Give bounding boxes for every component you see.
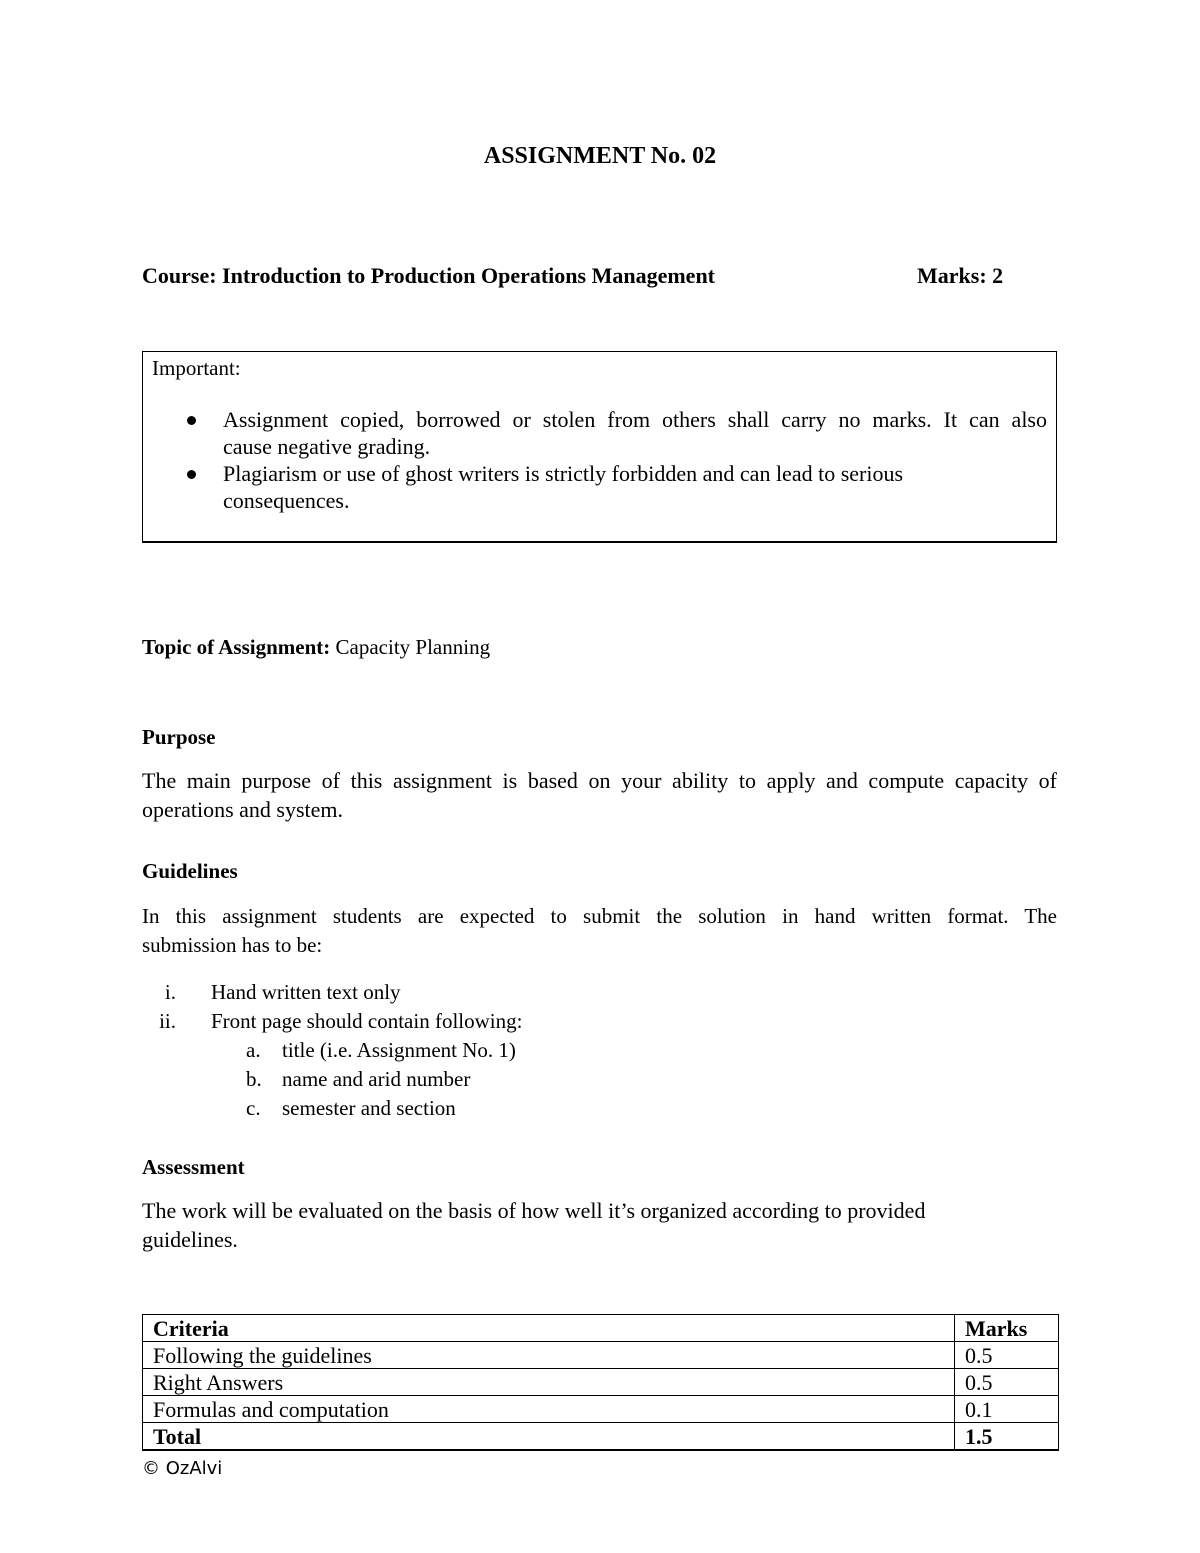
paragraph-line: The main purpose of this assignment is based on your ability to apply and compute capacity of [142,768,1057,793]
list-text: title (i.e. Assignment No. 1) [282,1038,516,1062]
table-row [143,1396,1059,1423]
list-text: semester and section [282,1096,456,1120]
guidelines-heading: Guidelines [142,859,238,883]
paragraph-line: guidelines. [142,1227,238,1252]
important-notice-box [142,351,1057,543]
table-row [143,1369,1059,1396]
list-item [143,406,1047,460]
notice-line: consequences. [223,488,350,513]
criteria-cell: Formulas and computation [143,1396,955,1423]
table-header-row [143,1315,1059,1342]
criteria-cell: Right Answers [143,1369,955,1396]
marks-cell: 0.5 [955,1369,1059,1396]
notice-line: cause negative grading. [223,434,431,459]
list-letter: c. [246,1096,261,1120]
guidelines-paragraph [142,902,1057,960]
copyright-notice: © OzAlvi [142,1458,223,1479]
marks-cell: 0.5 [955,1342,1059,1369]
table-header-cell: Marks [955,1315,1059,1342]
purpose-heading: Purpose [142,725,216,749]
list-letter: b. [246,1067,262,1091]
bullet-icon [187,470,196,479]
paragraph-line: submission has to be: [142,933,323,957]
list-letter: a. [246,1038,261,1062]
paragraph-line: operations and system. [142,797,344,822]
paragraph-line: In this assignment students are expected to submit the solution in hand written format. The [142,904,1057,928]
notice-line: Plagiarism or use of ghost writers is strictly forbidden and can lead to serious [223,461,904,486]
marks-table [142,1314,1059,1451]
topic-value: Capacity Planning [335,635,491,659]
table-header-cell: Criteria [143,1315,955,1342]
marks-cell: 0.1 [955,1396,1059,1423]
list-number: i. [164,980,176,1004]
assessment-paragraph [142,1196,1002,1254]
list-text: Hand written text only [211,980,401,1004]
total-label-cell: Total [143,1423,955,1451]
assignment-title: ASSIGNMENT No. 02 [483,143,717,169]
list-text: Front page should contain following: [211,1009,523,1033]
marks-label: Marks: 2 [917,263,1004,288]
assessment-heading: Assessment [142,1155,245,1179]
list-number: ii. [159,1009,176,1033]
important-list [143,406,1047,514]
list-text: name and arid number [282,1067,471,1091]
table-total-row [143,1423,1059,1451]
criteria-cell: Following the guidelines [143,1342,955,1369]
paragraph-line: The work will be evaluated on the basis of how well it’s organized according to provided [142,1198,926,1223]
topic-line [142,633,490,662]
list-item [143,460,1047,514]
course-label: Course: Introduction to Production Operations Management [142,263,716,288]
purpose-paragraph [142,766,1057,824]
table-row [143,1342,1059,1369]
topic-label: Topic of Assignment: [142,635,331,659]
notice-line: Assignment copied, borrowed or stolen from others shall carry no marks. It can also [223,407,1047,432]
bullet-icon [187,416,196,425]
total-marks-cell: 1.5 [955,1423,1059,1451]
important-label: Important: [152,356,241,380]
